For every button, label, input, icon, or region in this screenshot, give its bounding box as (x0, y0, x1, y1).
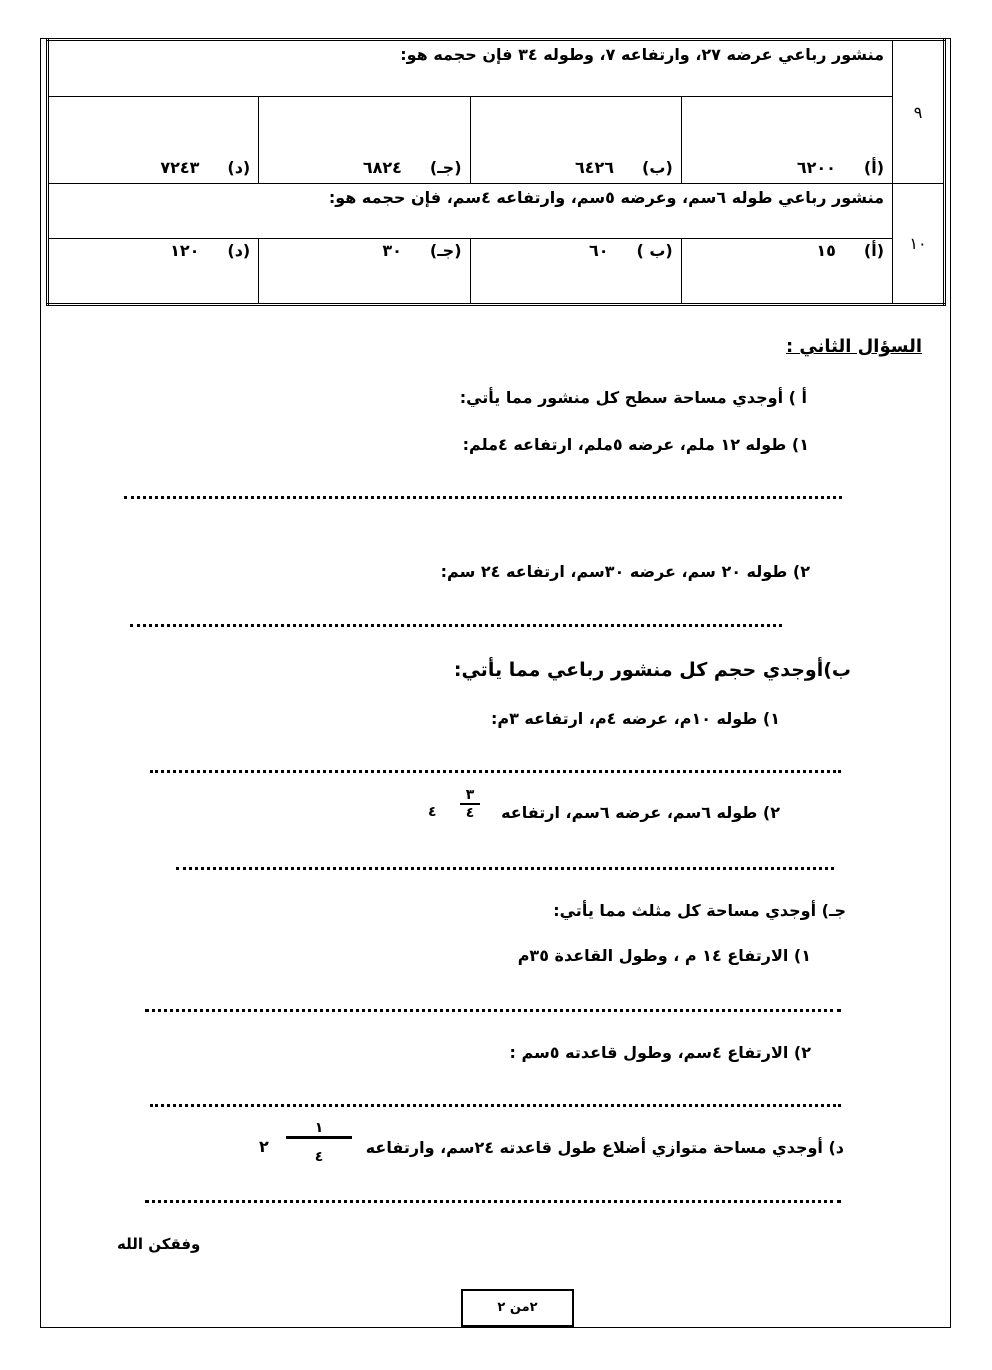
answer-line[interactable] (150, 770, 841, 773)
part-d-text: د) أوجدي مساحة متوازي أضلاع طول قاعدته ٢٤سم، وارتفاعه (365, 1138, 844, 1157)
option-label: (جـ) (429, 158, 462, 177)
fraction-denominator: ٤ (460, 803, 480, 821)
closing-text: وفقكن الله (117, 1235, 201, 1253)
option-value: ٦٢٠٠ (796, 158, 836, 177)
answer-line[interactable] (130, 624, 782, 627)
q9-options-row (48, 97, 945, 184)
mixed-whole: ٢ (259, 1137, 269, 1156)
mcq-table (46, 38, 946, 306)
option-label: (ب) (642, 158, 673, 177)
option-value: ١٢٠ (170, 241, 200, 260)
answer-line[interactable] (176, 867, 834, 870)
q10-option-c[interactable] (259, 239, 470, 305)
q9-question-row (48, 40, 945, 97)
option-value: ٣٠ (382, 241, 402, 260)
answer-line[interactable] (145, 1200, 841, 1203)
part-a-item-2: ٢) طوله ٢٠ سم، عرضه ٣٠سم، ارتفاعه ٢٤ سم: (440, 562, 810, 581)
q10-number: ١٠ (893, 184, 945, 305)
part-b-item-2: ٢) طوله ٦سم، عرضه ٦سم، ارتفاعه (501, 803, 780, 822)
q10-options-row (48, 239, 945, 305)
part-b-item-1: ١) طوله ١٠م، عرضه ٤م، ارتفاعه ٣م: (490, 709, 780, 728)
q10-option-a[interactable] (681, 239, 892, 305)
answer-line[interactable] (150, 1104, 841, 1107)
fraction-numerator: ١ (314, 1120, 324, 1136)
answer-line[interactable] (145, 1009, 841, 1012)
option-value: ٦٨٢٤ (362, 158, 402, 177)
fraction-1-4 (286, 1120, 352, 1165)
part-c-item-1: ١) الارتفاع ١٤ م ، وطول القاعدة ٣٥م (517, 946, 811, 965)
option-value: ١٥ (816, 241, 836, 260)
q10-option-b[interactable] (470, 239, 681, 305)
q9-number: ٩ (893, 40, 945, 184)
option-value: ٦٤٢٦ (574, 158, 615, 177)
option-label: (أ) (863, 241, 884, 260)
q9-option-d[interactable] (48, 97, 259, 184)
part-c-heading: جـ) أوجدي مساحة كل مثلث مما يأتي: (553, 901, 846, 920)
answer-line[interactable] (124, 496, 842, 499)
fraction-3-4 (460, 787, 480, 821)
part-b-heading: ب)أوجدي حجم كل منشور رباعي مما يأتي: (453, 659, 851, 681)
q9-question: منشور رباعي عرضه ٢٧، وارتفاعه ٧، وطوله ٣٤ فإن حجمه هو: (48, 40, 893, 97)
option-value: ٧٢٤٣ (160, 158, 200, 177)
part-c-item-2: ٢) الارتفاع ٤سم، وطول قاعدته ٥سم : (509, 1043, 811, 1062)
q9-option-c[interactable] (259, 97, 470, 184)
fraction-numerator: ٣ (465, 787, 475, 803)
q9-option-a[interactable] (681, 97, 892, 184)
option-label: (أ) (863, 158, 884, 177)
option-label: (د) (227, 158, 251, 177)
option-label: (جـ) (429, 241, 462, 260)
part-a-heading: أ ) أوجدي مساحة سطح كل منشور مما يأتي: (459, 388, 807, 407)
q2-title: السؤال الثاني : (785, 336, 922, 357)
option-label: (د) (227, 241, 251, 260)
fraction-denominator: ٤ (286, 1136, 352, 1165)
part-a-item-1: ١) طوله ١٢ ملم، عرضه ٥ملم، ارتفاعه ٤ملم: (462, 435, 809, 454)
q9-option-b[interactable] (470, 97, 681, 184)
mixed-whole: ٤ (428, 804, 437, 820)
q10-option-d[interactable] (48, 239, 259, 305)
page-number: ٢من ٢ (461, 1289, 574, 1327)
option-value: ٦٠ (588, 241, 609, 260)
option-label: (ب ) (636, 241, 673, 260)
q10-question: منشور رباعي طوله ٦سم، وعرضه ٥سم، وارتفاعه ٤سم، فإن حجمه هو: (48, 184, 893, 239)
q10-question-row (48, 184, 945, 239)
